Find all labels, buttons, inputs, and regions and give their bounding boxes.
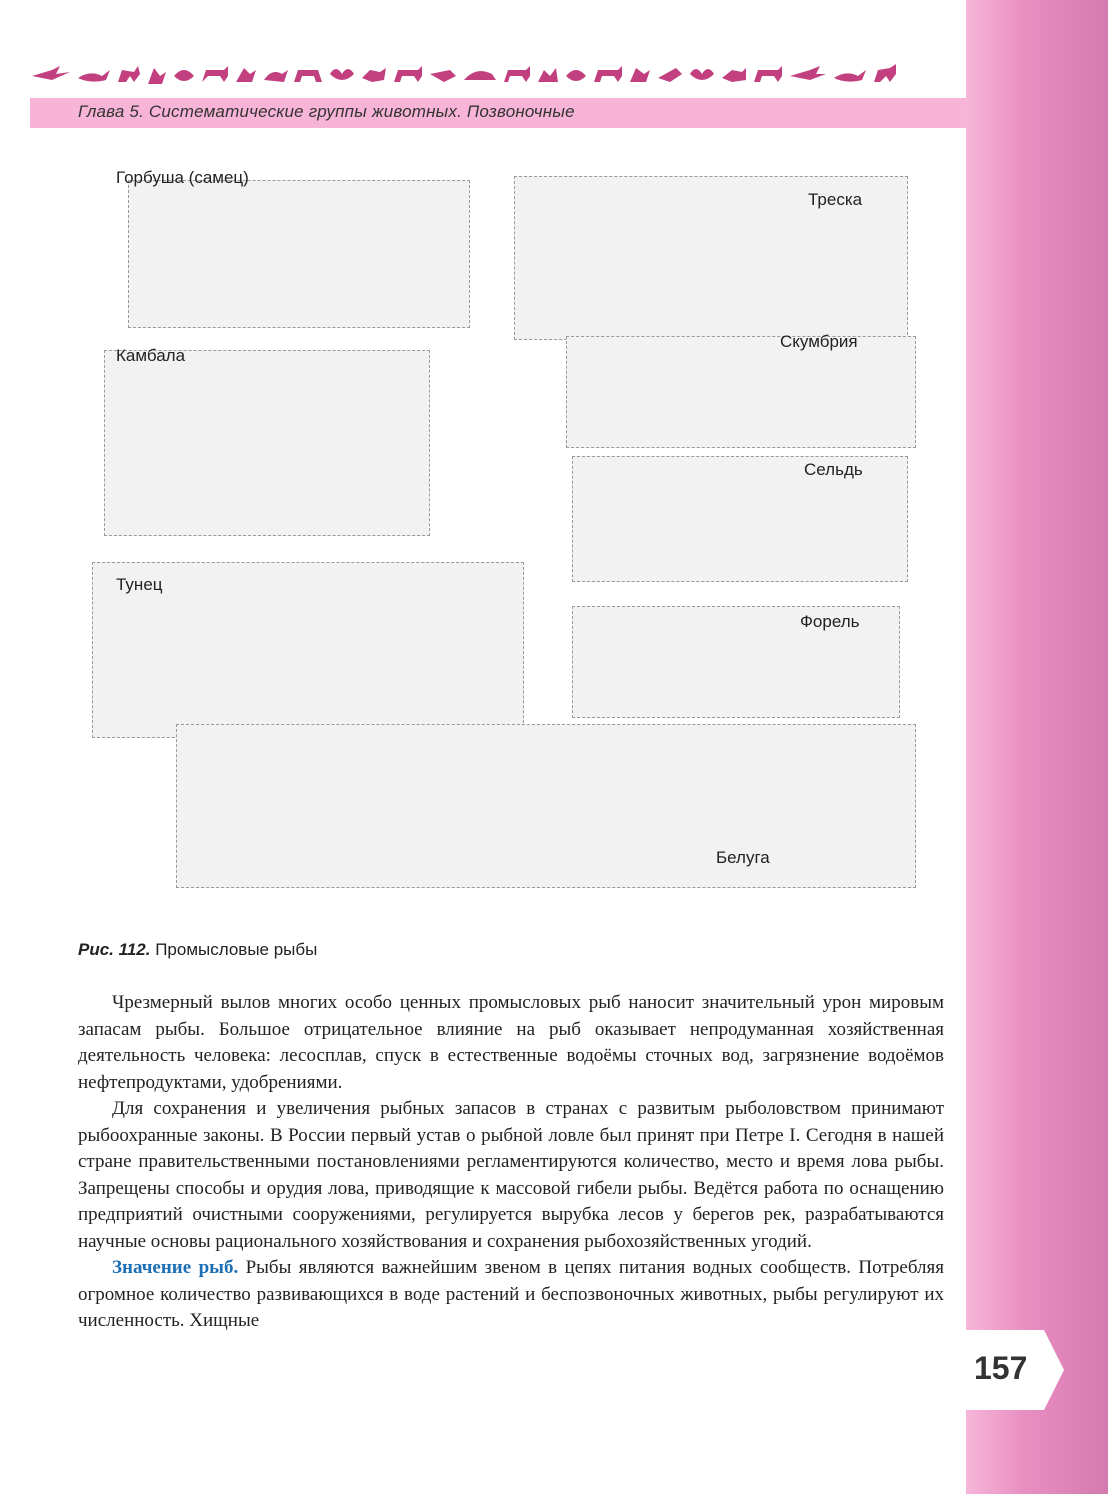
- paragraph-3-text: Рыбы являются важнейшим звеном в цепях питания водных сообществ. Потребляя огромное количество развивающихся в воде растений и беспозвоночных животных, рыбы регулируют их численность. Хищные: [78, 1257, 944, 1331]
- fish-label-flounder: Камбала: [116, 346, 186, 365]
- fish-label-pink-salmon: Горбуша (самец): [116, 168, 249, 187]
- animal-silhouettes-decoration: [30, 62, 900, 88]
- page-edge-strip: [966, 0, 1108, 1494]
- page-number: 157: [974, 1350, 1028, 1386]
- figure-number: Рис. 112.: [78, 940, 151, 959]
- pink-salmon-illustration: [128, 180, 470, 328]
- fish-label-trout: Форель: [800, 612, 860, 631]
- fish-label-tuna: Тунец: [116, 575, 163, 594]
- fish-label-mackerel: Скумбрия: [780, 332, 858, 351]
- mackerel-illustration: [566, 336, 916, 448]
- fish-label-herring: Сельдь: [804, 460, 863, 479]
- chapter-title: Глава 5. Систематические группы животных. Позвоночные: [78, 102, 575, 121]
- paragraph-1: Чрезмерный вылов многих особо ценных промысловых рыб наносит значительный урон мировым запасам рыбы. Большое отрицательное влияние на рыб оказывает непродуманная хозяйственная деятельность человека: лесосплав, спуск в естественные водоёмы сточных вод, загрязнение водоёмов нефтепродуктами, удобрениями.: [78, 992, 944, 1093]
- section-heading-fish-importance: Значение рыб.: [112, 1257, 239, 1278]
- body-text: [78, 990, 944, 1335]
- fish-label-cod: Треска: [808, 190, 863, 209]
- figure-caption-text: Промысловые рыбы: [155, 940, 318, 959]
- paragraph-3: [78, 1255, 944, 1335]
- flounder-illustration: [104, 350, 430, 536]
- fish-label-beluga: Белуга: [716, 848, 770, 867]
- figure-caption: [78, 940, 317, 960]
- beluga-illustration: [176, 724, 916, 888]
- paragraph-2: Для сохранения и увеличения рыбных запасов в странах с развитым рыболовством принимают рыбоохранные законы. В России первый устав о рыбной ловле был принят при Петре I. Сегодня в нашей стране правительственными постановлениями регламентируются количество, место и время лова рыбы. Запрещены способы и орудия лова, приводящие к массовой гибели рыбы. Ведётся работа по оснащению предприятий очистными сооружениями, регулируется вырубка лесов у берегов рек, разрабатываются научные основы рационального хозяйствования и сохранения рыбохозяйственных угодий.: [78, 1098, 944, 1252]
